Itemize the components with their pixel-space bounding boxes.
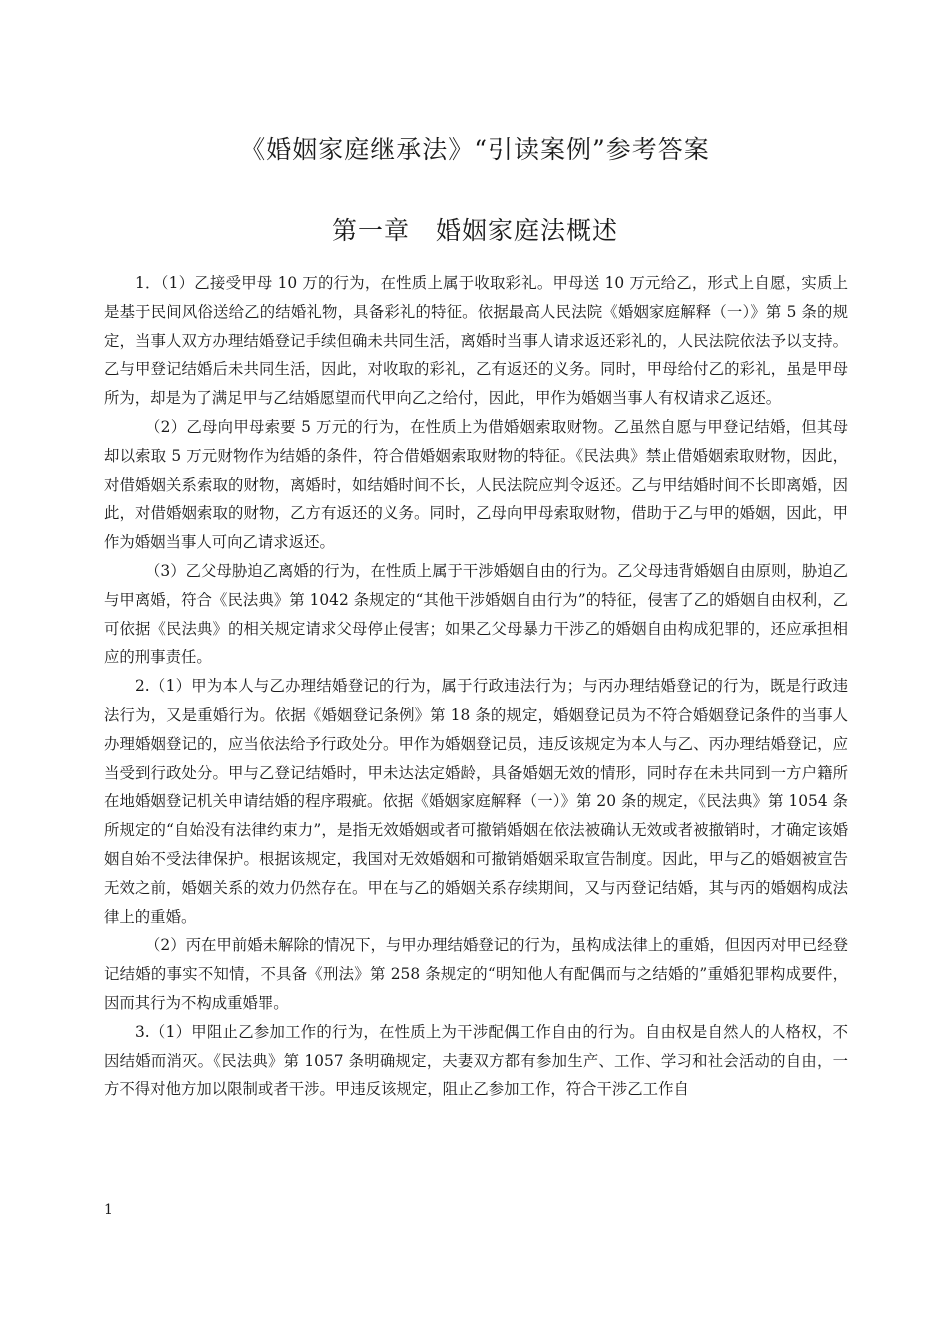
paragraph-1-3: （3）乙父母胁迫乙离婚的行为，在性质上属于干涉婚姻自由的行为。乙父母违背婚姻自由原则，胁迫乙与甲离婚，符合《民法典》第 1042 条规定的“其他干涉婚姻自由行为”的特征，侵害了乙的婚姻自由权利，乙可依据《民法典》的相关规定请求父母停止侵害；如果乙父母暴力干涉乙的婚姻自由构成犯罪的，还应承担相应的刑事责任。 bbox=[104, 561, 848, 667]
paragraph-2-2: （2）丙在甲前婚未解除的情况下，与甲办理结婚登记的行为，虽构成法律上的重婚，但因丙对甲已经登记结婚的事实不知情，不具备《刑法》第 258 条规定的“明知他人有配偶而与之结婚的”重婚犯罪构成要件，因而其行为不构成重婚罪。 bbox=[104, 936, 848, 1012]
page-number: 1 bbox=[104, 1202, 113, 1218]
document-title: 《婚姻家庭继承法》“引读案例”参考答案 bbox=[240, 135, 710, 164]
paragraph-2-1: 2.（1）甲为本人与乙办理结婚登记的行为，属于行政违法行为；与丙办理结婚登记的行为，既是行政违法行为，又是重婚行为。依据《婚姻登记条例》第 18 条的规定，婚姻登记员为不符合婚姻登记条件的当事人办理婚姻登记的，应当依法给予行政处分。甲作为婚姻登记员，违反该规定为本人与乙、丙办理结婚登记，应当受到行政处分。甲与乙登记结婚时，甲未达法定婚龄，具备婚姻无效的情形，同时存在未共同到一方户籍所在地婚姻登记机关申请结婚的程序瑕疵。依据《婚姻家庭解释（一）》第 20 条的规定，《民法典》第 1054 条所规定的“自始没有法律约束力”，是指无效婚姻或者可撤销婚姻在依法被确认无效或者被撤销时，才确定该婚姻自始不受法律保护。根据该规定，我国对无效婚姻和可撤销婚姻采取宣告制度。因此，甲与乙的婚姻被宣告无效之前，婚姻关系的效力仍然存在。甲在与乙的婚姻关系存续期间，又与丙登记结婚，其与丙的婚姻构成法律上的重婚。 bbox=[104, 677, 848, 926]
paragraph-1-2: （2）乙母向甲母索要 5 万元的行为，在性质上为借婚姻索取财物。乙虽然自愿与甲登记结婚，但其母却以索取 5 万元财物作为结婚的条件，符合借婚姻索取财物的特征。《民法典》禁止借婚姻索取财物，因此，对借婚姻关系索取的财物，离婚时，如结婚时间不长，人民法院应判令返还。乙与甲结婚时间不长即离婚，因此，对借婚姻索取的财物，乙方有返还的义务。同时，乙母向甲母索取财物，借助于乙与甲的婚姻，因此，甲作为婚姻当事人可向乙请求返还。 bbox=[104, 417, 848, 552]
body-text bbox=[104, 269, 848, 1104]
chapter-title: 第一章 婚姻家庭法概述 bbox=[331, 216, 618, 245]
paragraph-3-1: 3.（1）甲阻止乙参加工作的行为，在性质上为干涉配偶工作自由的行为。自由权是自然人的人格权，不因结婚而消灭。《民法典》第 1057 条明确规定，夫妻双方都有参加生产、工作、学习和社会活动的自由，一方不得对他方加以限制或者干涉。甲违反该规定，阻止乙参加工作，符合干涉乙工作自 bbox=[104, 1022, 848, 1099]
paragraph-1-1: 1．（1）乙接受甲母 10 万的行为，在性质上属于收取彩礼。甲母送 10 万元给乙，形式上自愿，实质上是基于民间风俗送给乙的结婚礼物，具备彩礼的特征。依据最高人民法院《婚姻家庭解释（一）》第 5 条的规定，当事人双方办理结婚登记手续但确未共同生活，离婚时当事人请求返还彩礼的，人民法院依法予以支持。乙与甲登记结婚后未共同生活，因此，对收取的彩礼，乙有返还的义务。同时，甲母给付乙的彩礼，虽是甲母所为，却是为了满足甲与乙结婚愿望而代甲向乙之给付，因此，甲作为婚姻当事人有权请求乙返还。 bbox=[104, 274, 848, 408]
